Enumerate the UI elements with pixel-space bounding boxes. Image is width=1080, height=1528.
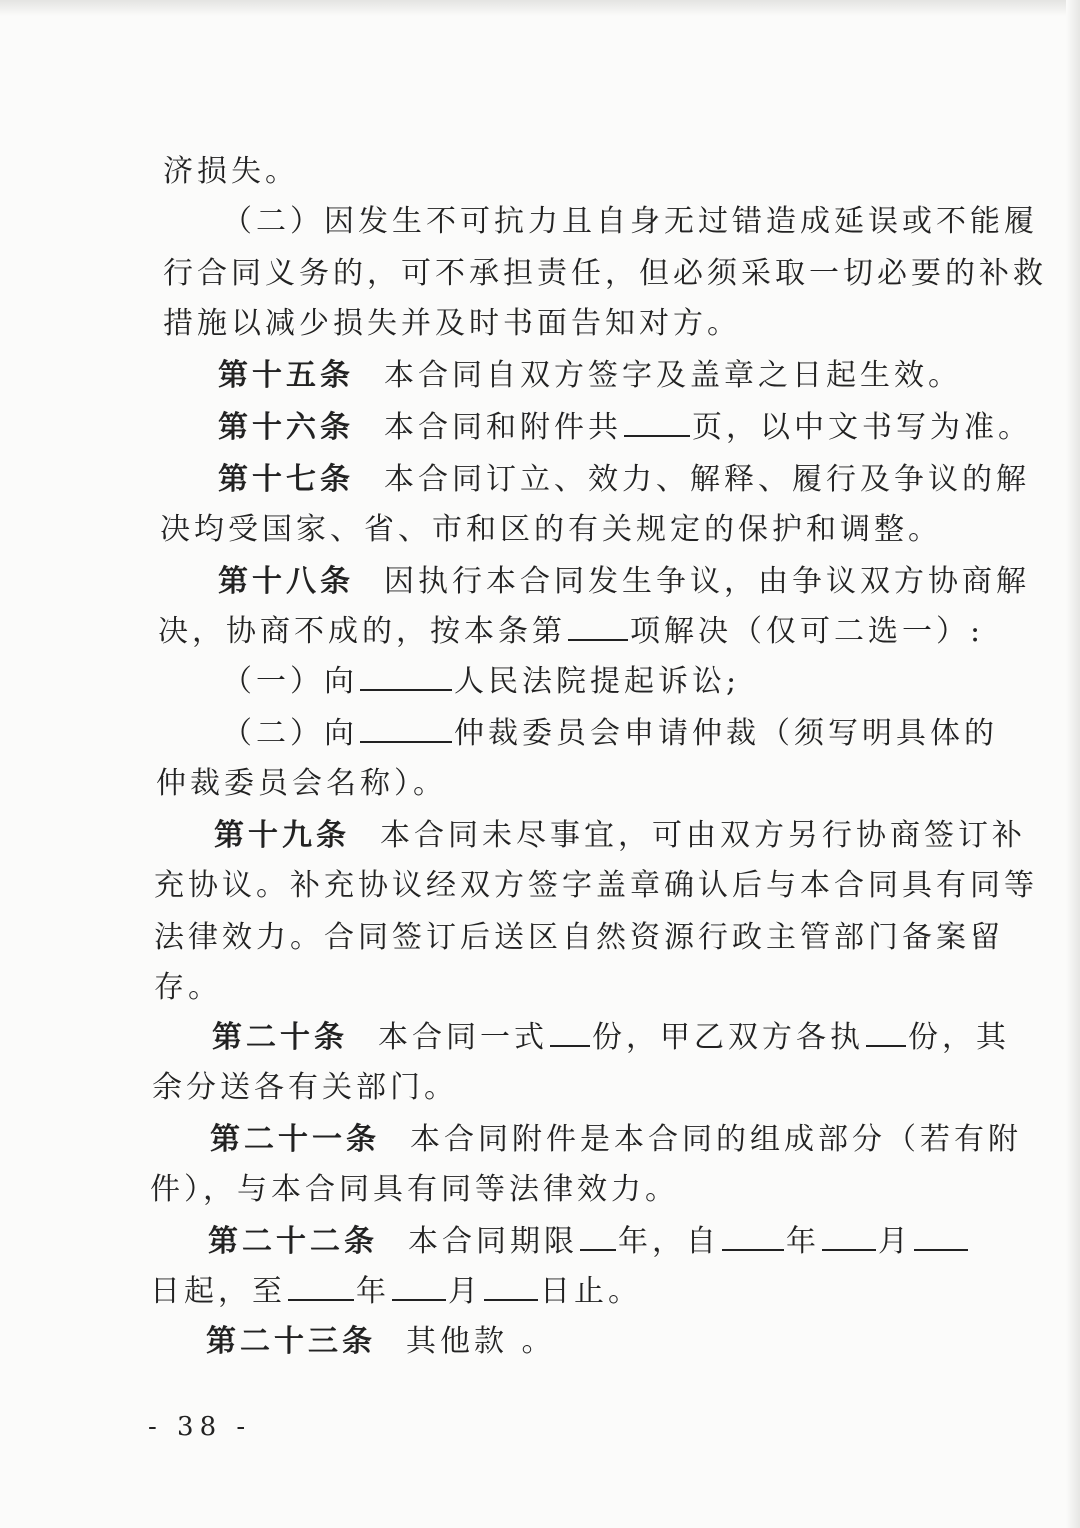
clause-16: 第十六条 本合同和附件共 页，以中文书写为准。 bbox=[218, 410, 1032, 445]
option-choice-blank[interactable] bbox=[568, 613, 628, 641]
text-line: 仲裁委员会名称）。 bbox=[156, 766, 447, 801]
clause-18-item-2: （二）向 仲裁委员会申请仲裁（须写明具体的 bbox=[222, 716, 998, 751]
clause-heading: 第十八条 bbox=[218, 564, 354, 599]
clause-heading: 第二十二条 bbox=[208, 1224, 378, 1259]
clause-18: 第十八条 因执行本合同发生争议，由争议双方协商解 bbox=[218, 564, 1030, 599]
clause-heading: 第二十三条 bbox=[206, 1324, 376, 1359]
copies-total-blank[interactable] bbox=[550, 1019, 590, 1047]
clause-20: 第二十条 本合同一式 份，甲乙双方各执 份，其 bbox=[212, 1020, 1010, 1055]
clause-heading: 第二十一条 bbox=[210, 1122, 380, 1157]
text-line: 存。 bbox=[154, 970, 222, 1005]
page-number: - 38 - bbox=[148, 1412, 252, 1442]
clause-21: 第二十一条 本合同附件是本合同的组成部分（若有附 bbox=[210, 1122, 1022, 1157]
text-line: 法律效力。合同签订后送区自然资源行政主管部门备案留 bbox=[154, 920, 1004, 955]
arbitration-name-blank[interactable] bbox=[360, 715, 452, 743]
clause-23: 第二十三条 其他款 。 bbox=[206, 1324, 556, 1359]
clause-18-item-1: （一）向 人民法院提起诉讼; bbox=[222, 664, 741, 699]
clause-heading: 第十六条 bbox=[218, 410, 354, 445]
start-year-blank[interactable] bbox=[722, 1223, 784, 1251]
scan-top-edge bbox=[0, 0, 1080, 16]
clause-19: 第十九条 本合同未尽事宜，可由双方另行协商签订补 bbox=[214, 818, 1026, 853]
clause-15: 第十五条 本合同自双方签字及盖章之日起生效。 bbox=[218, 358, 962, 393]
text-line: 日起，至 年 月 日止。 bbox=[150, 1274, 642, 1309]
clause-heading: 第二十条 bbox=[212, 1020, 348, 1055]
end-month-blank[interactable] bbox=[392, 1273, 446, 1301]
clause-14-item-2: （二）因发生不可抗力且自身无过错造成延误或不能履 bbox=[222, 204, 1038, 239]
text-line: 决均受国家、省、市和区的有关规定的保护和调整。 bbox=[160, 512, 942, 547]
start-month-blank[interactable] bbox=[822, 1223, 876, 1251]
text-line: 充协议。补充协议经双方签字盖章确认后与本合同具有同等 bbox=[154, 868, 1038, 903]
text-line: 决，协商不成的，按本条第 项解决（仅可二选一）: bbox=[158, 614, 985, 649]
text-line: 措施以减少损失并及时书面告知对方。 bbox=[163, 306, 741, 341]
copies-each-blank[interactable] bbox=[866, 1019, 906, 1047]
term-years-blank[interactable] bbox=[580, 1223, 616, 1251]
scan-right-edge bbox=[1066, 0, 1080, 1528]
end-year-blank[interactable] bbox=[288, 1273, 354, 1301]
text-line: 余分送各有关部门。 bbox=[152, 1070, 458, 1105]
court-name-blank[interactable] bbox=[360, 663, 452, 691]
clause-17: 第十七条 本合同订立、效力、解释、履行及争议的解 bbox=[218, 462, 1030, 497]
clause-heading: 第十九条 bbox=[214, 818, 350, 853]
clause-22: 第二十二条 本合同期限 年，自 年 月 bbox=[208, 1222, 970, 1262]
text-line: 济损失。 bbox=[163, 154, 299, 189]
page-count-blank[interactable] bbox=[624, 409, 690, 437]
clause-heading: 第十五条 bbox=[218, 358, 354, 393]
clause-heading: 第十七条 bbox=[218, 462, 354, 497]
text-line: 件），与本合同具有同等法律效力。 bbox=[150, 1172, 679, 1207]
start-day-blank[interactable] bbox=[914, 1223, 968, 1251]
end-day-blank[interactable] bbox=[484, 1273, 538, 1301]
text-line: 行合同义务的，可不承担责任，但必须采取一切必要的补救 bbox=[163, 256, 1047, 291]
